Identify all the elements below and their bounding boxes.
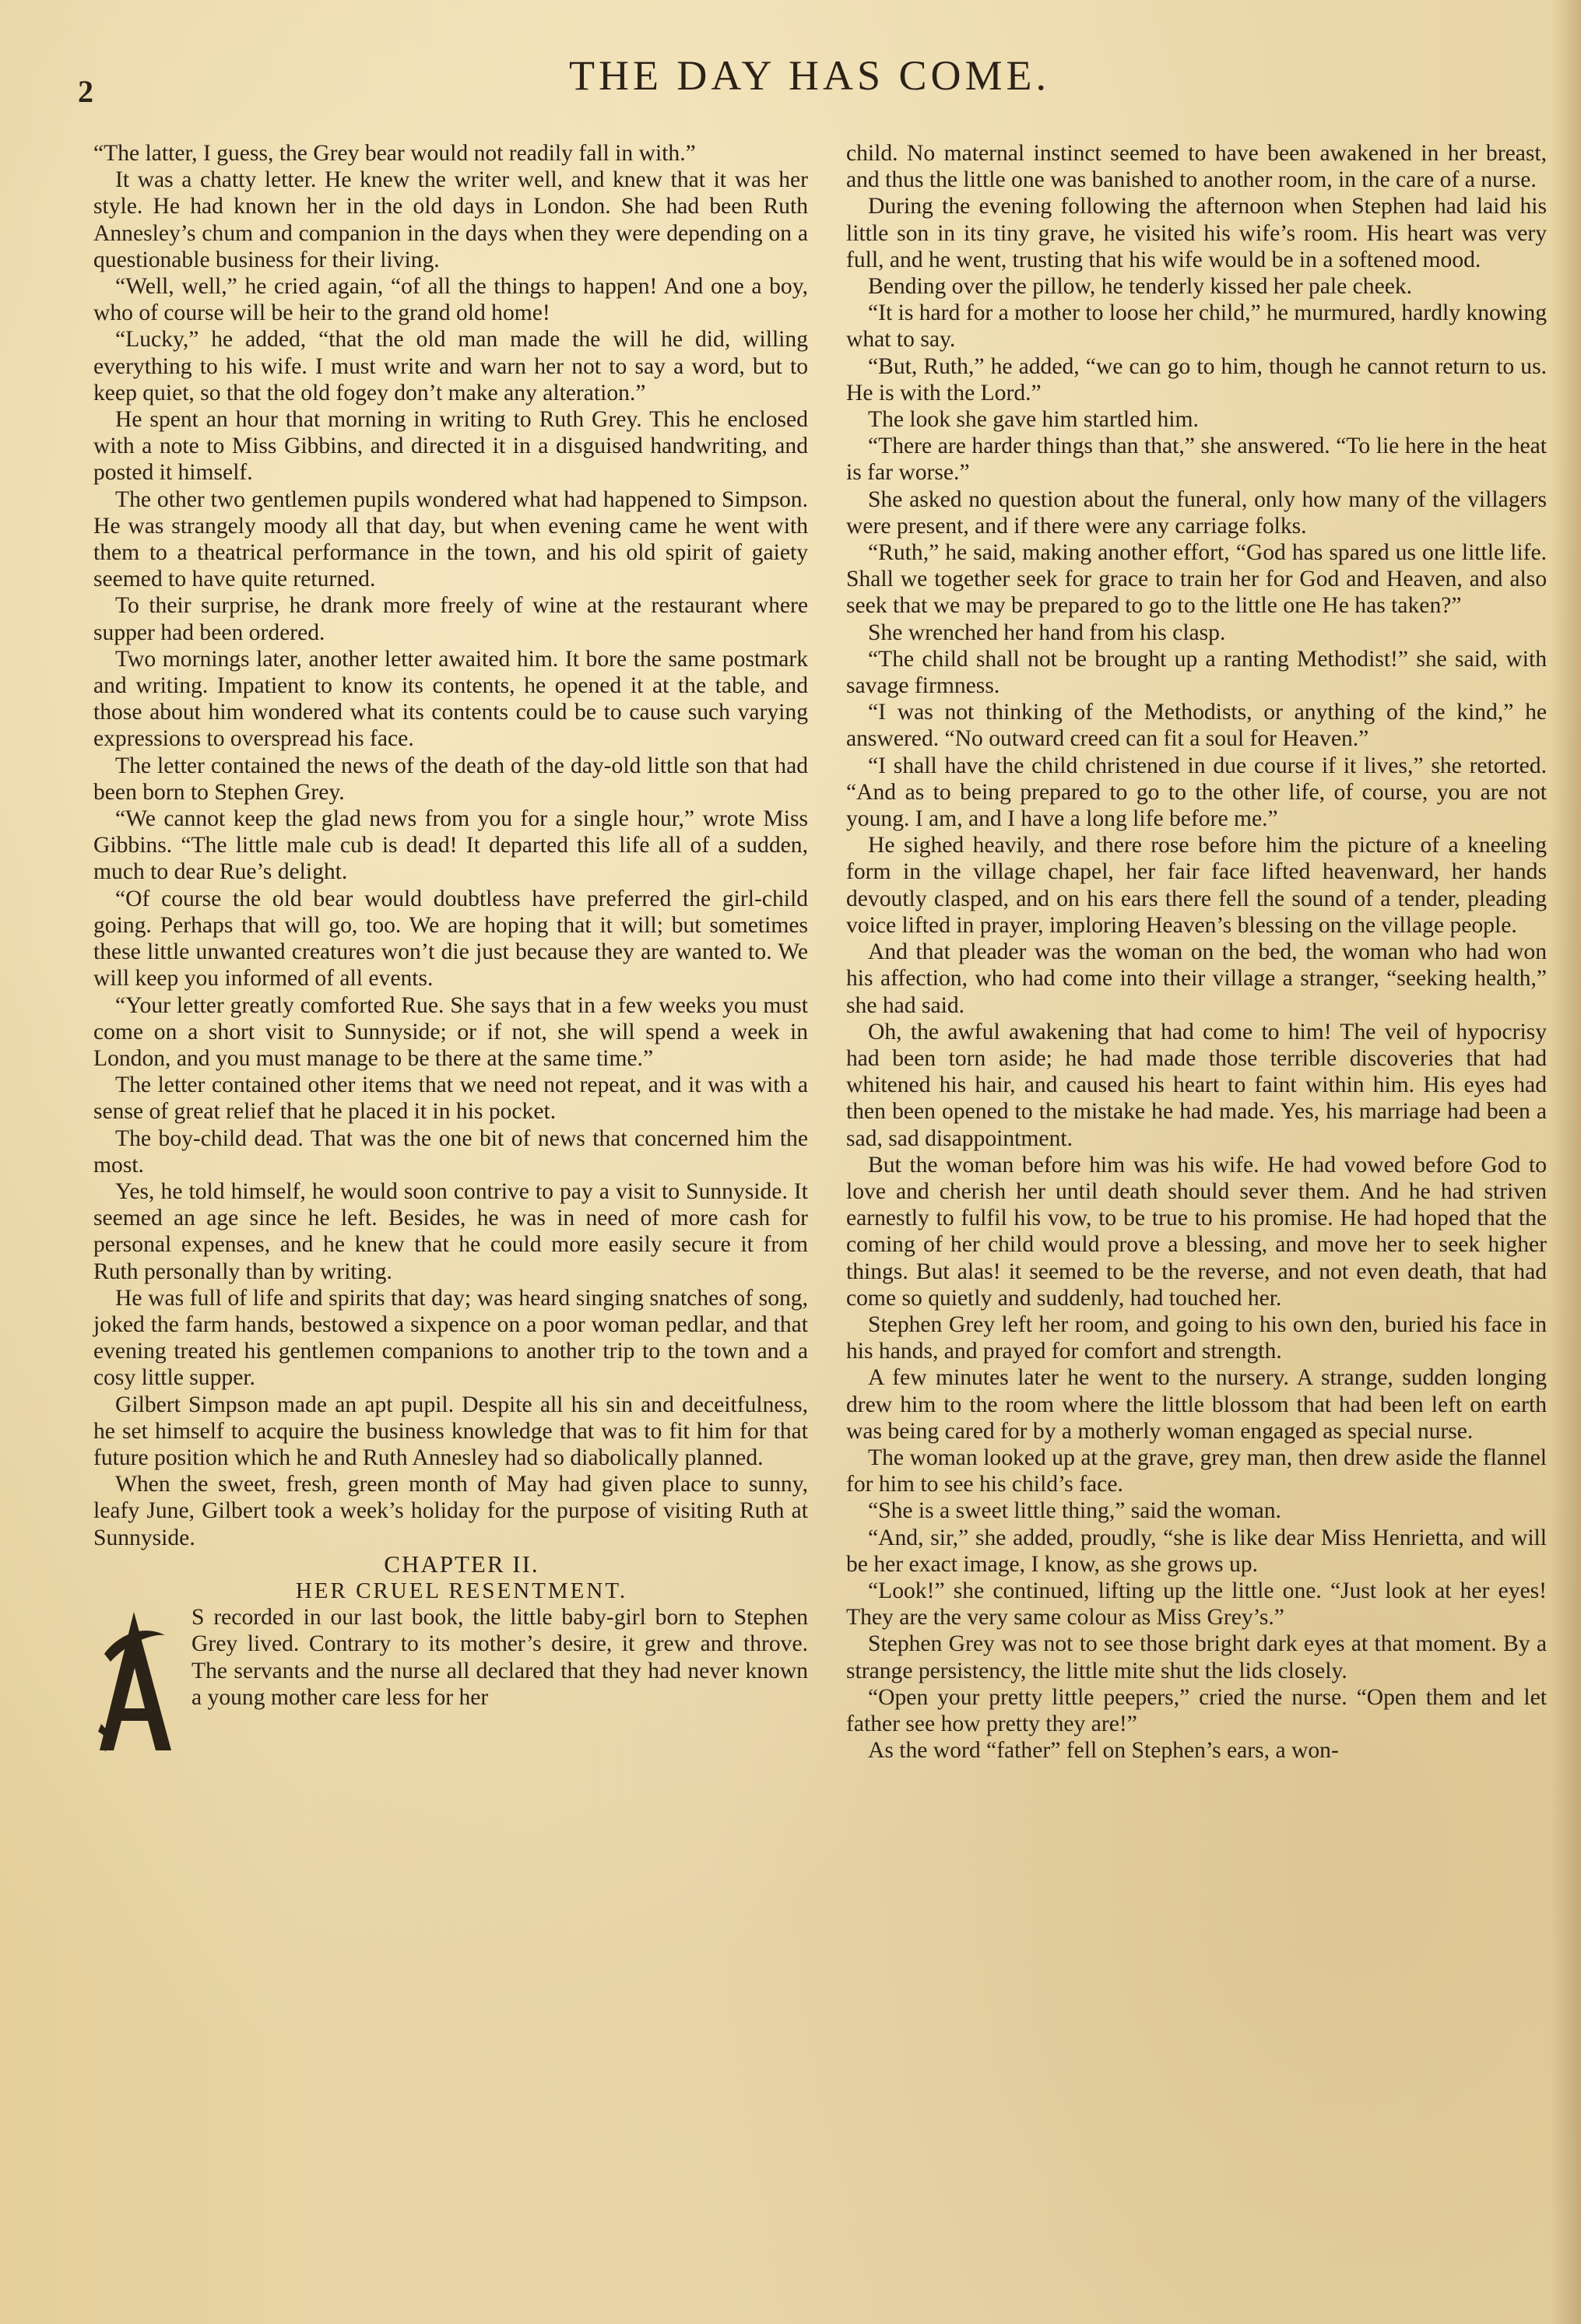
paragraph: It was a chatty letter. He knew the writer well, and knew that it was her style. He had known her in the old days in London. She had been Ruth Annesley’s chum and companion in the days when they were depending on a questionable business for their living.	[93, 167, 808, 272]
paragraph: The woman looked up at the grave, grey man, then drew aside the flannel for him to see his child’s face.	[846, 1445, 1547, 1497]
paragraph: Two mornings later, another letter awaited him. It bore the same postmark and writing. Impatient to know its contents, he opened it at the table, and those about him wondered what its contents could be to cause such varying expressions to overspread his face.	[93, 646, 808, 752]
paragraph: “The child shall not be brought up a ranting Methodist!” she said, with savage firmness.	[846, 646, 1547, 699]
chapter-opening-text: S recorded in our last book, the little baby-girl born to Stephen Grey lived. Contrary to its mother’s desire, it grew and throve. The servants and the nurse all declared that they had never known a young mother care less for her	[191, 1605, 808, 1710]
paragraph: “I shall have the child christened in due course if it lives,” she retorted. “And as to being prepared to go to the other life, of course, you are not young. I am, and I have a long life before me.”	[846, 753, 1547, 832]
paragraph: The other two gentlemen pupils wondered what had happened to Simpson. He was strangely moody all that day, but when evening came he went with them to a theatrical performance in the town, and his old spirit of gaiety seemed to have quite returned.	[93, 486, 808, 592]
ornamental-dropcap	[93, 1607, 181, 1755]
paragraph: “I was not thinking of the Methodists, or anything of the kind,” he answered. “No outward creed can fit a soul for Heaven.”	[846, 700, 1547, 752]
paragraph: But the woman before him was his wife. He had vowed before God to love and cherish her until death should sever them. And he had striven earnestly to fulfil his vow, to be true to his promise. He had hoped that the coming of her child would prove a blessing, and move her to seek higher things. But alas! it seemed to be the reverse, and not even death, that had come so quietly and suddenly, had touched her.	[846, 1152, 1547, 1311]
paragraph: A few minutes later he went to the nursery. A strange, sudden longing drew him to the room where the little blossom that had been left on earth was being cared for by a motherly woman engaged as special nurse.	[846, 1365, 1547, 1444]
paragraph: When the sweet, fresh, green month of May had given place to sunny, leafy June, Gilbert took a week’s holiday for the purpose of visiting Ruth at Sunnyside.	[93, 1472, 808, 1550]
paragraph: Bending over the pillow, he tenderly kissed her pale cheek.	[868, 274, 1413, 300]
paragraph: Stephen Grey was not to see those bright dark eyes at that moment. By a strange persistency, the little mite shut the lids closely.	[846, 1631, 1547, 1683]
paragraph: “Your letter greatly comforted Rue. She says that in a few weeks you must come on a short visit to Sunnyside; or if not, she will spend a week in London, and you must manage to be there at the same time.”	[93, 992, 808, 1071]
paragraph: “Well, well,” he cried again, “of all the things to happen! And one a boy, who of course will be heir to the grand old home!	[93, 274, 808, 326]
running-title: THE DAY HAS COME.	[568, 52, 1051, 99]
paragraph: He sighed heavily, and there rose before him the picture of a kneeling form in the village chapel, her fair face lifted heavenward, her hands devoutly clasped, and on his ears there fell the sound of a tender, pleading voice lifted in prayer, imploring Heaven’s blessing on the village people.	[846, 833, 1547, 938]
paragraph: “Look!” she continued, lifting up the little one. “Just look at her eyes! They are the very same colour as Miss Grey’s.”	[846, 1578, 1547, 1631]
chapter-title: HER CRUEL RESENTMENT.	[295, 1578, 628, 1603]
dropcap-a-glyph	[93, 1607, 181, 1755]
page-header	[78, 51, 1541, 109]
chapter-number: CHAPTER II.	[384, 1550, 539, 1578]
paragraph: Yes, he told himself, he would soon contrive to pay a visit to Sunnyside. It seemed an age since he left. Besides, he was in need of more cash for personal expenses, and he knew that he could more easily secure it from Ruth personally than by writing.	[93, 1178, 808, 1284]
paragraph: To their surprise, he drank more freely of wine at the restaurant where supper had been ordered.	[93, 593, 808, 645]
paragraph: “And, sir,” she added, proudly, “she is like dear Miss Henrietta, and will be her exact image, I know, as she grows up.	[846, 1525, 1547, 1577]
paragraph: “Ruth,” he said, making another effort, “God has spared us one little life. Shall we together seek for grace to train her for God and Heaven, and also seek that we may be prepared to go to the little one He has taken?”	[846, 540, 1547, 619]
paragraph: “She is a sweet little thing,” said the woman.	[868, 1498, 1281, 1524]
paragraph: He was full of life and spirits that day; was heard singing snatches of song, joked the farm hands, bestowed a sixpence on a poor woman pedlar, and that evening treated his gentlemen companions to another trip to the town and a cosy little supper.	[93, 1285, 808, 1391]
left-column	[93, 140, 808, 1755]
page-gutter-shadow	[1550, 0, 1581, 2324]
paragraph: “There are harder things than that,” she answered. “To lie here in the heat is far worse.”	[846, 434, 1547, 486]
right-column	[846, 140, 1547, 1764]
paragraph: “We cannot keep the glad news from you for a single hour,” wrote Miss Gibbins. “The little male cub is dead! It departed this life all of a sudden, much to dear Rue’s delight.	[93, 806, 808, 885]
paragraph: During the evening following the afternoon when Stephen had laid his little son in its tiny grave, he visited his wife’s room. His heart was very full, and he went, trusting that his wife would be in a softened mood.	[846, 194, 1547, 272]
paragraph: “Of course the old bear would doubtless have preferred the girl-child going. Perhaps that will go, too. We are hoping that it will; but sometimes these little unwanted creatures won’t die just because they are wanted to. We will keep you informed of all events.	[93, 886, 808, 992]
paragraph: She asked no question about the funeral, only how many of the villagers were present, and if there were any carriage folks.	[846, 486, 1547, 539]
paragraph: The look she gave him startled him.	[868, 407, 1199, 433]
paragraph: “But, Ruth,” he added, “we can go to him, though he cannot return to us. He is with the Lord.”	[846, 353, 1547, 405]
paragraph: Gilbert Simpson made an apt pupil. Despite all his sin and deceitfulness, he set himself to acquire the business knowledge that was to fit him for that future position which he and Ruth Annesley had so diabolically planned.	[93, 1392, 808, 1470]
paragraph: The letter contained the news of the death of the day-old little son that had been born to Stephen Grey.	[93, 753, 808, 805]
paragraph: And that pleader was the woman on the bed, the woman who had won his affection, who had come into their village a stranger, “seeking health,” she had said.	[846, 939, 1547, 1018]
paragraph: The letter contained other items that we need not repeat, and it was with a sense of great relief that he placed it in his pocket.	[93, 1072, 808, 1125]
paragraph: He spent an hour that morning in writing to Ruth Grey. This he enclosed with a note to Miss Gibbins, and directed it in a disguised handwriting, and posted it himself.	[93, 407, 808, 486]
paragraph: Oh, the awful awakening that had come to him! The veil of hypocrisy had been torn aside; he had made those terrible discoveries that had whitened his hair, and caused his heart to faint within him. His eyes had then been opened to the mistake he had made. Yes, his marriage had been a sad, sad disappointment.	[846, 1019, 1547, 1151]
paragraph: She wrenched her hand from his clasp.	[868, 620, 1226, 645]
continued-paragraph: child. No maternal instinct seemed to have been awakened in her breast, and thus the little one was banished to another room, in the care of a nurse.	[846, 141, 1547, 193]
paragraph: As the word “father” fell on Stephen’s ears, a won-	[868, 1738, 1339, 1764]
paragraph: Stephen Grey left her room, and going to his own den, buried his face in his hands, and prayed for comfort and strength.	[846, 1311, 1547, 1364]
left-paragraphs	[93, 140, 808, 1551]
paragraph: “The latter, I guess, the Grey bear would not readily fall in with.”	[93, 141, 696, 166]
chapter-opening-paragraph	[93, 1604, 808, 1711]
page-number: 2	[78, 74, 93, 109]
paragraph: “Open your pretty little peepers,” cried the nurse. “Open them and let father see how pretty they are!”	[846, 1684, 1547, 1736]
paragraph: “Lucky,” he added, “that the old man made the will he did, willing everything to his wife. I must write and warn her not to say a word, but to keep quiet, so that the old fogey don’t make any alteration.”	[93, 327, 808, 405]
paragraph: “It is hard for a mother to loose her child,” he murmured, hardly knowing what to say.	[846, 300, 1547, 353]
paragraph: The boy-child dead. That was the one bit of news that concerned him the most.	[93, 1125, 808, 1178]
